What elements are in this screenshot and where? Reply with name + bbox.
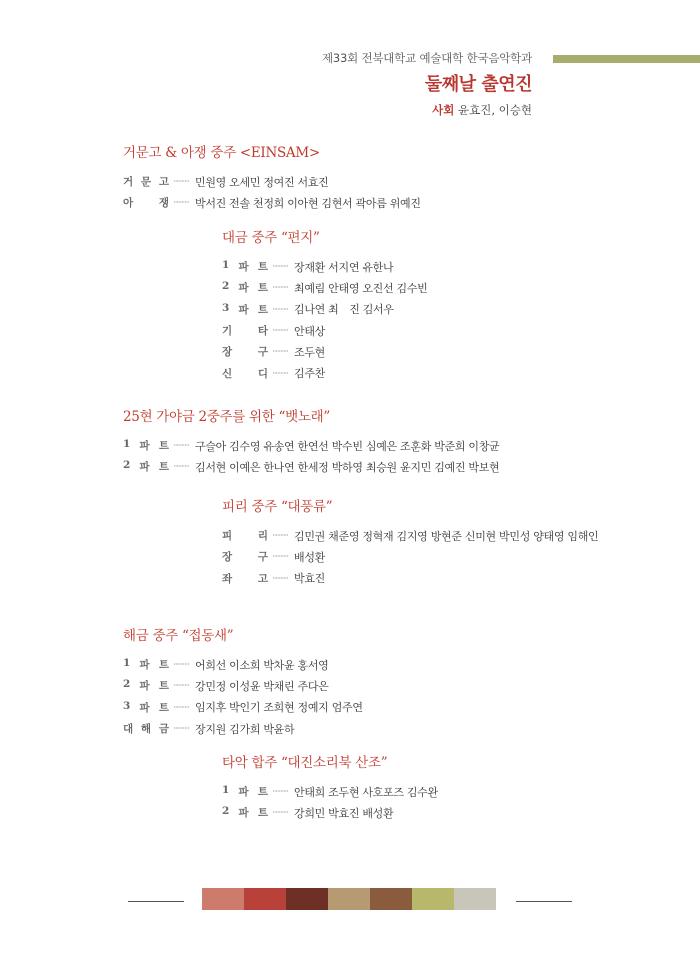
section-title: 타악 합주 “대진소리북 산조” — [222, 755, 388, 771]
role-label: 기 타 — [222, 325, 268, 338]
role-label: 2 파 트 — [222, 805, 268, 820]
leader-dots: ·········· — [272, 573, 288, 583]
performer-names: 김서현 이예은 한나연 한세정 박하영 최승원 윤지민 김예진 박보현 — [195, 460, 500, 474]
performer-names: 조두현 — [294, 345, 325, 359]
performer-names: 어희선 이소희 박차윤 홍서영 — [195, 658, 329, 672]
color-swatch — [286, 888, 328, 910]
section-title: 피리 중주 “대풍류” — [222, 499, 333, 515]
role-label: 2 파 트 — [123, 459, 169, 474]
color-swatch — [244, 888, 286, 910]
performer-row — [123, 654, 363, 675]
role-label: 1 파 트 — [222, 259, 268, 274]
role-label: 3 파 트 — [222, 301, 268, 316]
leader-dots: ·········· — [272, 326, 288, 336]
performer-row — [123, 435, 499, 456]
leader-dots: ·········· — [272, 552, 288, 562]
leader-dots: ·········· — [272, 283, 288, 293]
leader-dots: ·········· — [173, 702, 189, 712]
performer-names: 김나연 최 진 김서우 — [294, 303, 394, 317]
leader-dots: ·········· — [173, 660, 189, 670]
section-geomungo-ajaeng — [123, 141, 421, 214]
color-swatch — [202, 888, 244, 910]
role-label: 좌 고 — [222, 572, 268, 585]
leader-dots: ·········· — [173, 462, 189, 472]
leader-dots: ·········· — [272, 304, 288, 314]
performer-names: 임지후 박인기 조희현 정예지 엄주연 — [195, 701, 363, 715]
leader-dots: ·········· — [173, 441, 189, 451]
performer-row — [123, 456, 499, 477]
performer-names: 최예림 안태영 오진선 김수빈 — [294, 281, 428, 295]
performer-row — [222, 525, 598, 546]
performer-list — [222, 781, 438, 824]
section-daegeum — [222, 226, 428, 384]
performer-names: 강희민 박효진 배성환 — [294, 806, 394, 820]
role-label: 1 파 트 — [222, 784, 268, 799]
host-line — [432, 102, 532, 118]
section-title: 대금 중주 “편지” — [222, 230, 320, 246]
leader-dots: ·········· — [272, 531, 288, 541]
performer-row — [123, 171, 421, 192]
section-title: 거문고 & 아쟁 중주 <EINSAM> — [123, 145, 320, 161]
section-haegeum — [123, 624, 363, 739]
header-subtitle: 제33회 전북대학교 예술대학 한국음악학과 — [321, 51, 532, 65]
section-title: 25현 가야금 2중주를 위한 “뱃노래” — [123, 409, 330, 425]
performer-names: 김민권 채준영 정혁재 김지영 방현준 신미현 박민성 양태영 임해인 — [294, 529, 599, 543]
performer-list — [123, 171, 421, 214]
role-label: 2 파 트 — [123, 678, 169, 693]
performer-row — [222, 546, 598, 567]
footer-color-swatches — [202, 888, 496, 910]
color-swatch — [328, 888, 370, 910]
leader-dots: ·········· — [173, 177, 189, 187]
performer-row — [123, 697, 363, 718]
performer-row — [222, 299, 428, 320]
performer-row — [222, 802, 438, 823]
performer-names: 장지원 김가희 박윤하 — [195, 722, 295, 736]
performer-row — [123, 675, 363, 696]
role-label: 피 리 — [222, 530, 268, 543]
performer-row — [123, 718, 363, 739]
performer-names: 배성환 — [294, 550, 325, 564]
role-label: 아 쟁 — [123, 197, 169, 210]
performer-list — [123, 654, 363, 739]
role-label: 1 파 트 — [123, 657, 169, 672]
leader-dots: ·········· — [173, 681, 189, 691]
leader-dots: ·········· — [173, 724, 189, 734]
section-title: 해금 중주 “접동새” — [123, 628, 234, 644]
role-label: 거 문 고 — [123, 176, 169, 189]
performer-names: 안태희 조두현 사호포즈 김수완 — [294, 785, 438, 799]
performer-row — [222, 568, 598, 589]
performer-list — [123, 435, 499, 478]
leader-dots: ·········· — [173, 198, 189, 208]
performer-names: 김주찬 — [294, 367, 325, 381]
role-label: 1 파 트 — [123, 438, 169, 453]
leader-dots: ·········· — [272, 368, 288, 378]
performer-row — [222, 256, 428, 277]
performer-names: 민원영 오세민 정여진 서효진 — [195, 175, 329, 189]
performer-row — [222, 781, 438, 802]
color-swatch — [412, 888, 454, 910]
performer-names: 안태상 — [294, 324, 325, 338]
performer-row — [222, 277, 428, 298]
role-label: 신 디 — [222, 367, 268, 380]
role-label: 대 해 금 — [123, 723, 169, 736]
leader-dots: ·········· — [272, 787, 288, 797]
footer-rule-left — [128, 901, 184, 902]
performer-row — [123, 192, 421, 213]
role-label: 장 구 — [222, 551, 268, 564]
performer-row — [222, 341, 428, 362]
performer-names: 강민정 이성윤 박채린 주다은 — [195, 679, 329, 693]
performer-row — [222, 320, 428, 341]
performer-list — [222, 525, 598, 589]
color-swatch — [370, 888, 412, 910]
section-gayageum — [123, 405, 499, 478]
color-swatch — [454, 888, 496, 910]
performer-list — [222, 256, 428, 384]
leader-dots: ·········· — [272, 347, 288, 357]
leader-dots: ·········· — [272, 262, 288, 272]
role-label: 3 파 트 — [123, 699, 169, 714]
role-label: 장 구 — [222, 346, 268, 359]
host-names: 윤효진, 이승현 — [454, 103, 532, 117]
host-label: 사회 — [432, 103, 455, 117]
role-label: 2 파 트 — [222, 280, 268, 295]
performer-names: 장재환 서지연 유한나 — [294, 260, 394, 274]
footer-rule-right — [516, 901, 572, 902]
page-title: 둘째날 출연진 — [424, 74, 532, 95]
performer-names: 구슬아 김수영 유송연 한연선 박수빈 심예은 조훈화 박준희 이창균 — [195, 439, 500, 453]
performer-names: 박효진 — [294, 572, 325, 586]
section-piri — [222, 495, 598, 589]
section-percussion — [222, 751, 438, 824]
leader-dots: ·········· — [272, 808, 288, 818]
header-accent-bar — [553, 55, 700, 63]
performer-names: 박서진 전솔 천정희 이아현 김현서 곽아름 위예진 — [195, 196, 421, 210]
performer-row — [222, 362, 428, 383]
